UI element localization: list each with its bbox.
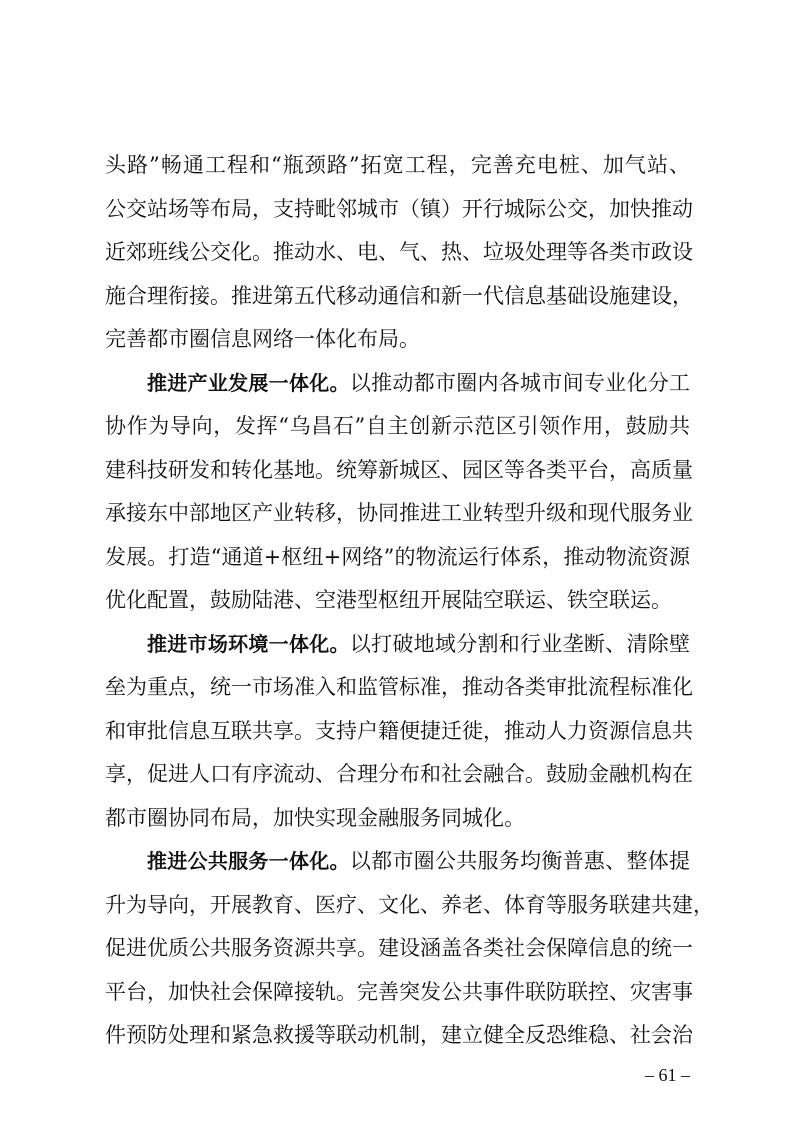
text-line: 近郊班线公交化。推动水、电、气、热、垃圾处理等各类市政设 [105,240,693,264]
text-line: 发展。打造“通道+枢纽+网络”的物流运行体系，推动物流资源 [105,544,690,569]
paragraph-first-line [147,363,690,403]
page-number: – 61 – [645,1064,690,1085]
text-line: 平台，加快社会保障接轨。完善突发公共事件联防联控、灾害事 [105,979,693,1004]
text-line: 建科技研发和转化基地。统筹新城区、园区等各类平台，高质量 [105,457,693,482]
text-line: 和审批信息互联共享。支持户籍便捷迁徙，推动人力资源信息共 [105,718,693,743]
paragraph-text: 以打破地域分割和行业垄断、清除壁 [349,631,691,656]
text-line: 施合理衔接。推进第五代移动通信和新一代信息基础设施建设， [105,283,693,308]
paragraph-text: 以推动都市圈内各城市间专业化分工 [349,370,691,395]
text-line: 享，促进人口有序流动、合理分布和社会融合。鼓励金融机构在 [105,762,693,786]
paragraph-first-line [147,841,690,881]
text-line: 垒为重点，统一市场准入和监管标准，推动各类审批流程标准化 [105,675,693,699]
paragraph-heading-industry: 推进产业发展一体化。 [147,370,350,395]
text-line: 完善都市圈信息网络一体化布局。 [105,327,420,351]
paragraph-first-line [147,624,690,664]
text-line: 优化配置，鼓励陆港、空港型枢纽开展陆空联运、铁空联运。 [105,588,672,612]
text-line: 头路”畅通工程和“瓶颈路”拓宽工程，完善充电桩、加气站、 [105,153,690,177]
text-line: 升为导向，开展教育、医疗、文化、养老、体育等服务联建共建， [105,892,714,917]
text-line: 促进优质公共服务资源共享。建设涵盖各类社会保障信息的统一 [105,936,693,960]
text-line: 件预防处理和紧急救援等联动机制，建立健全反恐维稳、社会治 [105,1023,693,1047]
paragraph-heading-public-service: 推进公共服务一体化。 [147,849,350,873]
text-line: 都市圈协同布局，加快实现金融服务同城化。 [105,805,525,830]
paragraph-text: 以都市圈公共服务均衡普惠、整体提 [349,849,691,873]
text-line: 协作为导向，发挥“乌昌石”自主创新示范区引领作用，鼓励共 [105,414,690,438]
text-line: 公交站场等布局，支持毗邻城市（镇）开行城际公交，加快推动 [105,196,693,221]
text-line: 承接东中部地区产业转移，协同推进工业转型升级和现代服务业 [105,501,693,525]
paragraph-heading-market: 推进市场环境一体化。 [147,631,350,656]
